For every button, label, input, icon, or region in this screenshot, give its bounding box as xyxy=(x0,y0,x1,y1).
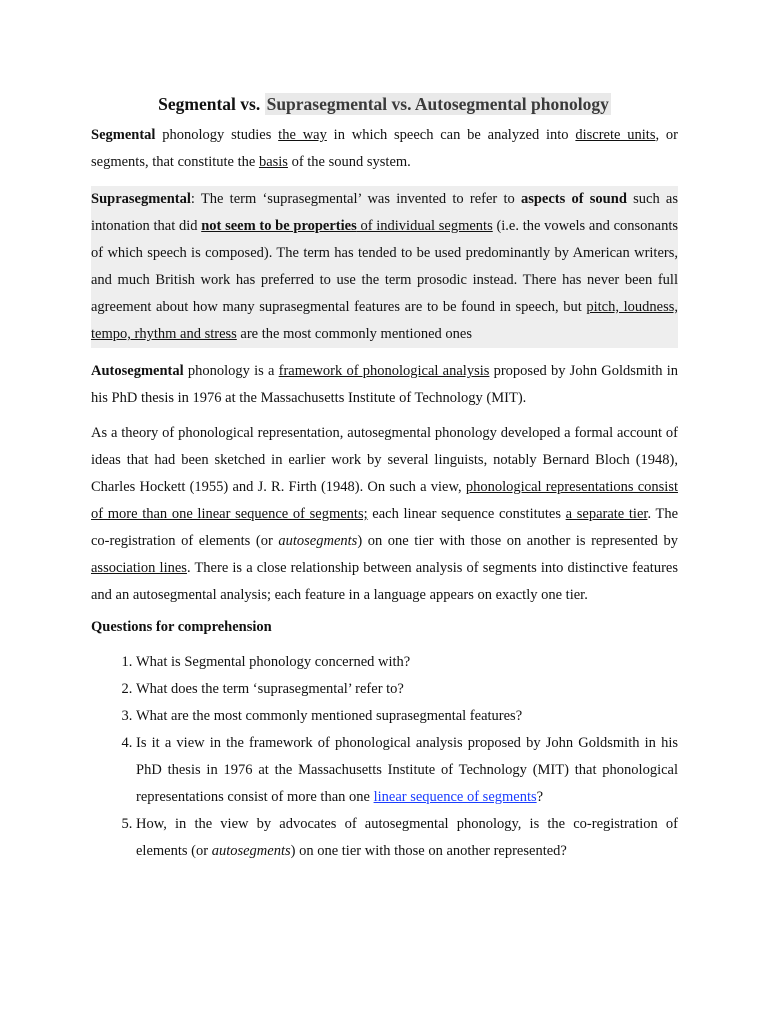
theory-paragraph xyxy=(91,420,678,609)
underlined-text: association lines xyxy=(91,560,187,576)
question-text: What does the term ‘suprasegmental’ refer to? xyxy=(136,681,404,697)
question-text: ) on one tier with those on another represented? xyxy=(290,843,567,859)
title-part-2-highlighted: Suprasegmental vs. Autosegmental phonology xyxy=(266,94,609,114)
text-run: of the sound system. xyxy=(287,154,411,170)
underlined-text: pitch, loudness, tempo, rhythm and stress xyxy=(91,299,678,342)
underlined-text: discrete units xyxy=(575,127,656,143)
page-title xyxy=(91,92,678,116)
text-run: in which speech can be analyzed into xyxy=(326,127,576,143)
segmental-term: Segmental xyxy=(91,127,156,143)
segmental-paragraph xyxy=(91,122,678,176)
linear-sequence-link[interactable]: linear sequence of segments xyxy=(373,789,537,805)
question-text: ? xyxy=(536,789,544,805)
suprasegmental-term: Suprasegmental xyxy=(91,191,191,207)
text-run: (i.e. the vowels and consonants of which speech is composed). The term has tended to be used predominantly by American writers, and much British work has preferred to use the term prosodic instead. There has never been full agreement about how many suprasegmental features are to be found in speech, but xyxy=(91,218,678,315)
text-run: As a theory of phonological representation, autosegmental phonology developed a formal account of ideas that had been sketched in earlier work by several linguists, notably Bernard Bloch (1948), Charles Hockett (1955) and J. R. Firth (1948). On such a view, xyxy=(91,425,678,495)
text-run: such as intonation that did xyxy=(91,191,678,234)
text-run: are the most commonly mentioned ones xyxy=(236,326,472,342)
underlined-text: basis xyxy=(258,154,288,170)
autosegmental-term: Autosegmental xyxy=(91,363,184,379)
question-item xyxy=(136,811,678,865)
text-run: ) on one tier with those on another is represented by xyxy=(357,533,678,549)
underlined-text: the way xyxy=(278,127,327,143)
question-item xyxy=(136,676,678,703)
question-item xyxy=(136,730,678,811)
autosegmental-paragraph xyxy=(91,358,678,412)
underlined-text: a separate tier xyxy=(565,506,648,522)
document-body xyxy=(91,92,678,865)
text-run: phonology is a xyxy=(183,363,279,379)
question-text: What is Segmental phonology concerned with? xyxy=(136,654,411,670)
title-part-1: Segmental vs. xyxy=(158,94,265,114)
suprasegmental-paragraph xyxy=(91,186,678,348)
underlined-text: phonological representations consist of more than one linear sequence of segments; xyxy=(91,479,679,522)
text-run: proposed by John Goldsmith in his PhD thesis in 1976 at the Massachusetts Institute of Technology (MIT). xyxy=(91,363,679,406)
question-text: Is it a view in the framework of phonological analysis proposed by John Goldsmith in his PhD thesis in 1976 at the Massachusetts Institute of Technology (MIT) that phonological representations consist of more than one xyxy=(136,735,678,805)
bold-text: aspects of sound xyxy=(520,191,627,207)
text-run: each linear sequence constitutes xyxy=(367,506,566,522)
question-item xyxy=(136,649,678,676)
question-item xyxy=(136,703,678,730)
underlined-text: framework of phonological analysis xyxy=(278,363,490,379)
italic-text: autosegments xyxy=(211,843,291,859)
text-run: . There is a close relationship between analysis of segments into distinctive features and an autosegmental analysis; each feature in a language appears on exactly one tier. xyxy=(91,560,678,603)
question-text: What are the most commonly mentioned suprasegmental features? xyxy=(136,708,523,724)
questions-list xyxy=(91,649,678,865)
bold-underlined-text: not seem to be properties xyxy=(201,218,357,234)
underlined-text: of individual segments xyxy=(356,218,493,234)
text-run: phonology studies xyxy=(155,127,279,143)
questions-heading: Questions for comprehension xyxy=(91,619,272,635)
text-run: : The term ‘suprasegmental’ was invented to refer to xyxy=(190,191,521,207)
question-text: How, in the view by advocates of autosegmental phonology, is the co-registration of elements (or xyxy=(136,816,678,859)
italic-text: autosegments xyxy=(278,533,358,549)
text-run: , or segments, that constitute the xyxy=(91,127,678,170)
text-run: . The co-registration of elements (or xyxy=(91,506,679,549)
